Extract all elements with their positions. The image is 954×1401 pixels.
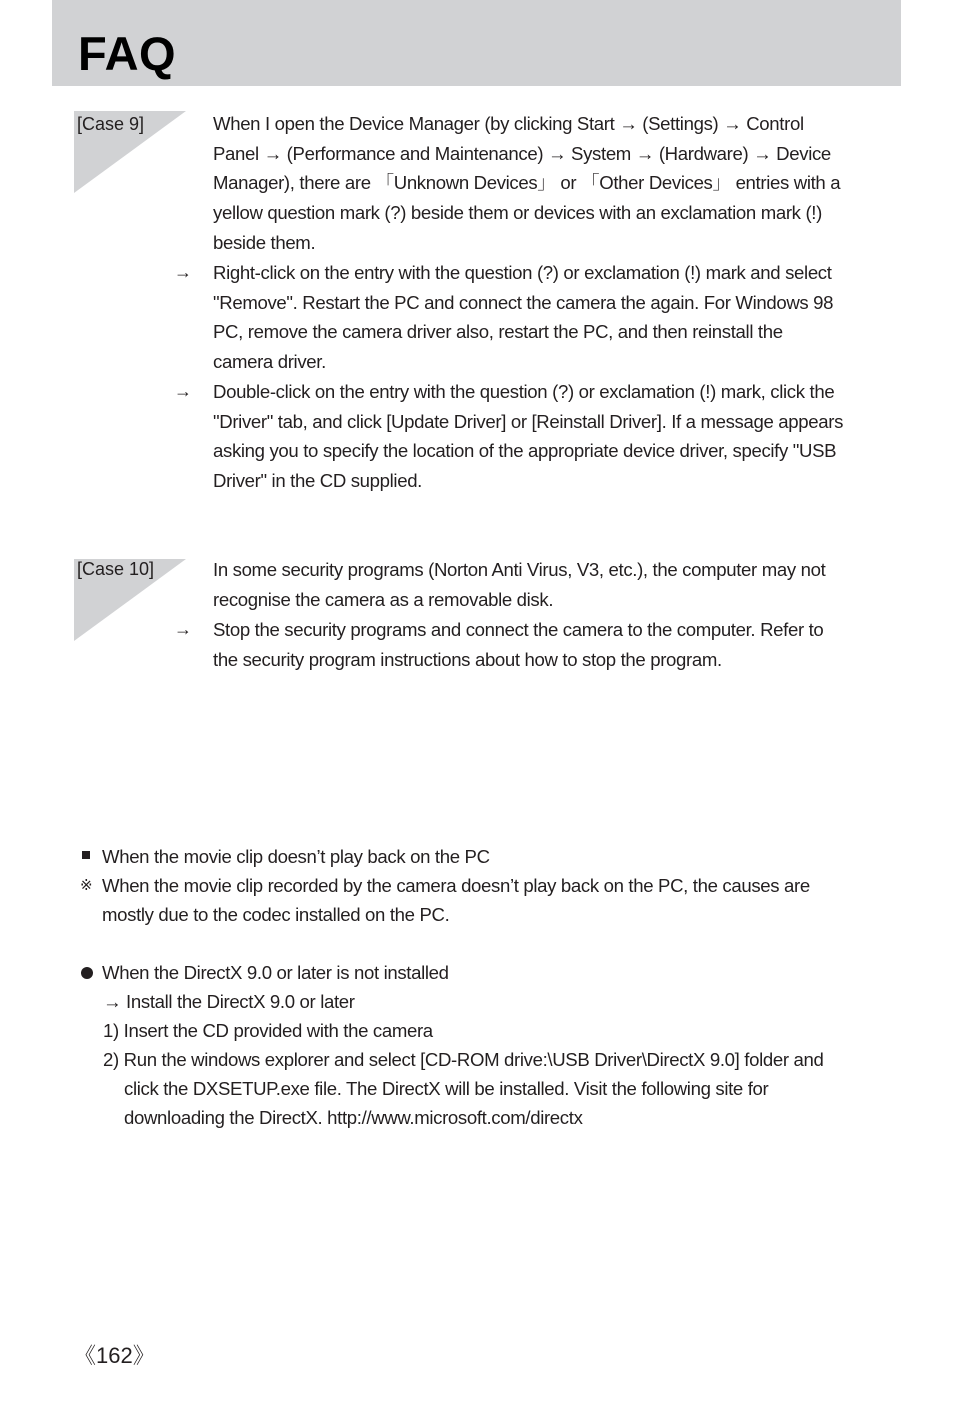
movie-heading: When the movie clip doesn’t play back on the PC bbox=[102, 846, 490, 867]
directx-install: → Install the DirectX 9.0 or later bbox=[103, 991, 355, 1012]
text-line: Panel → (Performance and Maintenance) → System → (Hardware) → Device bbox=[213, 142, 831, 164]
case-10-label: [Case 10] bbox=[77, 559, 155, 579]
text-line: Driver" in the CD supplied. bbox=[213, 470, 422, 492]
text-line: Manager), there are 「Unknown Devices」 or 「Other Devices」 entries with a bbox=[213, 172, 841, 194]
case-9-solution-1 bbox=[213, 258, 885, 377]
text-line: PC, remove the camera driver also, restart the PC, and then reinstall the bbox=[213, 321, 783, 343]
text-line: camera driver. bbox=[213, 351, 326, 373]
case-9-label: [Case 9] bbox=[77, 114, 145, 134]
text-line: Stop the security programs and connect the camera to the computer. Refer to bbox=[213, 619, 824, 640]
text-line: recognise the camera as a removable disk. bbox=[213, 588, 554, 610]
directx-heading: When the DirectX 9.0 or later is not installed bbox=[102, 962, 449, 983]
text-line: "Remove". Restart the PC and connect the camera the again. For Windows 98 bbox=[213, 291, 834, 313]
page-title: FAQ bbox=[78, 27, 177, 80]
text-line: When I open the Device Manager (by clicking Start → (Settings) → Control bbox=[213, 113, 804, 134]
text-line: asking you to specify the location of the appropriate device driver, specify "USB bbox=[213, 440, 837, 462]
case-9-solution-2 bbox=[213, 377, 885, 496]
text-line: Right-click on the entry with the question (?) or exclamation (!) mark and select bbox=[213, 262, 832, 283]
text-line: "Driver" tab, and click [Update Driver] or [Reinstall Driver]. If a message appears bbox=[213, 410, 844, 432]
reference-mark-icon: ※ bbox=[80, 877, 93, 894]
directx-step-1: 1) Insert the CD provided with the camera bbox=[103, 1020, 433, 1041]
round-bullet-icon bbox=[81, 967, 93, 979]
text-line: Double-click on the entry with the question (?) or exclamation (!) mark, click the bbox=[213, 381, 835, 402]
text-line: In some security programs (Norton Anti Virus, V3, etc.), the computer may not bbox=[213, 559, 826, 580]
text-line: yellow question mark (?) beside them or devices with an exclamation mark (!) bbox=[213, 202, 822, 224]
case-9-problem bbox=[213, 109, 885, 258]
arrow-icon: → bbox=[174, 619, 192, 639]
text-line: the security program instructions about how to stop the program. bbox=[213, 648, 722, 670]
text-line: beside them. bbox=[213, 231, 316, 253]
case-10-problem bbox=[213, 555, 885, 614]
page-number: 《162》 bbox=[74, 1343, 155, 1368]
directx-step-2 bbox=[103, 1045, 893, 1132]
text-line: click the DXSETUP.exe file. The DirectX will be installed. Visit the following site for bbox=[124, 1078, 769, 1099]
header-band bbox=[52, 0, 901, 86]
case-10-solution bbox=[213, 615, 885, 674]
movie-note bbox=[102, 871, 882, 929]
square-bullet-icon bbox=[82, 851, 90, 859]
text-line: When the movie clip recorded by the camera doesn’t play back on the PC, the causes are bbox=[102, 875, 810, 896]
text-line: mostly due to the codec installed on the PC. bbox=[102, 904, 450, 925]
text-line: downloading the DirectX. http://www.microsoft.com/directx bbox=[124, 1107, 583, 1128]
arrow-icon: → bbox=[174, 262, 192, 282]
text-line: 2) Run the windows explorer and select [CD-ROM drive:\USB Driver\DirectX 9.0] folder and bbox=[103, 1049, 824, 1070]
arrow-icon: → bbox=[174, 381, 192, 401]
